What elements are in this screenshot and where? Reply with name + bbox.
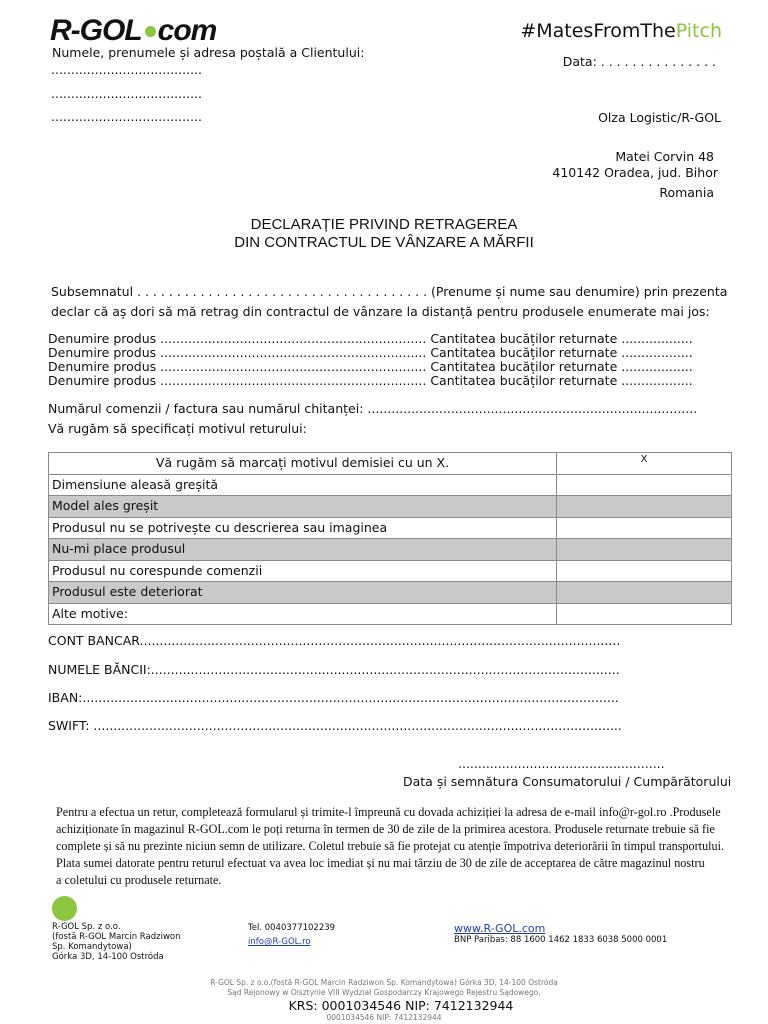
footer-address: Górka 3D, 14-100 Ostróda xyxy=(52,952,164,962)
footer-company-block xyxy=(52,922,181,962)
return-notice xyxy=(56,804,768,889)
client-line-3[interactable]: ...................................... xyxy=(51,109,202,124)
reasons-table xyxy=(48,452,732,625)
recipient-street: Matei Corvin 48 xyxy=(615,149,714,164)
reason-mark-cell[interactable] xyxy=(557,582,732,604)
intro-line-1: Subsemnatul . . . . . . . . . . . . . . . . . . . . . . . . . . . . . . . . . . . . . (Prenume și nume sau denumire) prin prezenta xyxy=(51,284,728,299)
intro-line-2: declar că aș dori să mă retrag din contractul de vânzare la distanță pentru produsele enumerate mai jos: xyxy=(51,304,710,319)
table-row xyxy=(49,474,732,496)
recipient-company: Olza Logistic/R-GOL xyxy=(598,110,721,125)
client-line-2[interactable]: ...................................... xyxy=(51,86,202,101)
recipient-country: Romania xyxy=(659,185,714,200)
reason-mark-cell[interactable] xyxy=(557,539,732,561)
bank-name-field[interactable]: NUMELE BĂNCII:...................................................................................................................... xyxy=(48,662,620,677)
table-row xyxy=(49,603,732,625)
recipient-city: 410142 Oradea, jud. Bihor xyxy=(552,165,718,180)
footer-fine-3: 0001034546 NIP: 7412132944 xyxy=(326,1013,442,1022)
footer-krs: KRS: 0001034546 NIP: 7412132944 xyxy=(288,998,514,1013)
reason-label: Produsul nu se potrivește cu descrierea sau imaginea xyxy=(49,517,557,539)
reason-request: Vă rugăm să specificați motivul returului: xyxy=(48,421,307,436)
footer-contact xyxy=(248,923,335,947)
reason-label: Alte motive: xyxy=(49,603,557,625)
table-header-row xyxy=(49,453,732,475)
reason-label: Model ales greșit xyxy=(49,496,557,518)
reason-label: Dimensiune aleasă greșită xyxy=(49,474,557,496)
document-title-line-2: DIN CONTRACTUL DE VÂNZARE A MĂRFII xyxy=(234,234,534,251)
reason-label: Nu-mi place produsul xyxy=(49,539,557,561)
notice-line: a coletului cu produsele returnate. xyxy=(56,873,222,887)
table-row xyxy=(49,496,732,518)
document-title-line-1: DECLARAȚIE PRIVIND RETRAGEREA xyxy=(250,216,518,233)
reason-label: Produsul este deteriorat xyxy=(49,582,557,604)
reason-mark-cell[interactable] xyxy=(557,603,732,625)
table-row xyxy=(49,539,732,561)
product-line[interactable]: Denumire produs ................................................................... Cantitatea bucăților returnate .................. xyxy=(48,331,693,346)
logo-suffix: com xyxy=(157,14,217,47)
logo-text: R-GOL xyxy=(50,14,142,47)
tagline-main: #MatesFromThe xyxy=(520,20,676,42)
product-line[interactable]: Denumire produs ................................................................... Cantitatea bucăților returnate .................. xyxy=(48,373,693,388)
client-line-1[interactable]: ...................................... xyxy=(51,62,202,77)
reason-mark-cell[interactable] xyxy=(557,496,732,518)
date-field[interactable]: Data: . . . . . . . . . . . . . . . xyxy=(562,54,716,69)
footer-fine-2: Sąd Rejonowy w Olsztynie VIII Wydział Gospodarczy Krajowego Rejestru Sądowego, xyxy=(227,988,541,997)
notice-line: Plata sumei datorate pentru returul efectuat va avea loc imediat și nu mai târziu de 30 de zile de acceptarea de către magazinul nostru xyxy=(56,856,705,870)
notice-line: complete și să nu prezinte niciun semn de utilizare. Coletul trebuie să fie protejat cu atenție împotriva deteriorării în timpul transportului. xyxy=(56,839,725,853)
tagline xyxy=(520,20,722,42)
logo-dot-icon xyxy=(145,26,156,37)
signature-label: Data și semnătura Consumatorului / Cumpărătorului xyxy=(403,774,732,789)
brand-logo xyxy=(50,14,216,48)
footer-former-name-2: Sp. Komandytowa) xyxy=(52,942,132,952)
table-row xyxy=(49,582,732,604)
product-line[interactable]: Denumire produs ................................................................... Cantitatea bucăților returnate .................. xyxy=(48,359,693,374)
footer-fine-1: R-GOL Sp. z o.o.(fostă R-GOL Marcin Radziwon Sp. Komandytowa) Górka 3D, 14-100 Ostróda xyxy=(210,978,558,987)
swift-field[interactable]: SWIFT: ..................................................................................................................................... xyxy=(48,718,622,733)
footer-website-link[interactable]: www.R-GOL.com xyxy=(454,922,546,935)
signature-line[interactable]: .................................................... xyxy=(458,756,665,771)
reason-mark-cell[interactable] xyxy=(557,517,732,539)
table-header: Vă rugăm să marcați motivul demisiei cu un X. xyxy=(49,453,557,475)
footer-email-link[interactable]: info@R-GOL.ro xyxy=(248,937,311,947)
product-line[interactable]: Denumire produs ................................................................... Cantitatea bucăților returnate .................. xyxy=(48,345,693,360)
footer-company: R-GOL Sp. z o.o. xyxy=(52,922,121,932)
notice-line: Pentru a efectua un retur, completează formularul și trimite-l împreună cu dovada achiziției la adresa de e-mail info@r-gol.ro .Produsele xyxy=(56,805,721,819)
table-row xyxy=(49,517,732,539)
footer-tel: Tel. 0040377102239 xyxy=(248,923,336,933)
client-label: Numele, prenumele și adresa poștală a Clientului: xyxy=(52,45,365,60)
notice-line: achiziționate în magazinul R-GOL.com le poți returna în termen de 30 de zile de la primirea acestora. Produsele returnate trebuie să fie xyxy=(56,822,715,836)
reason-mark-cell[interactable] xyxy=(557,474,732,496)
table-row xyxy=(49,560,732,582)
bank-account-field[interactable]: CONT BANCAR......................................................................................................................... xyxy=(48,633,621,648)
order-number-field[interactable]: Numărul comenzii / factura sau numărul chitanței: ................................................................................... xyxy=(48,401,698,416)
footer-former-name: (fostă R-GOL Marcin Radziwon xyxy=(52,932,181,942)
reason-mark-cell[interactable] xyxy=(557,560,732,582)
iban-field[interactable]: IBAN:....................................................................................................................................... xyxy=(48,690,619,705)
tagline-accent: Pitch xyxy=(675,20,722,42)
footer-logo-icon xyxy=(52,896,77,921)
footer-bank: BNP Paribas: 88 1600 1462 1833 6038 5000 0001 xyxy=(454,935,668,945)
mark-column-header: X xyxy=(557,453,732,475)
reason-label: Produsul nu corespunde comenzii xyxy=(49,560,557,582)
footer-web xyxy=(454,922,667,945)
